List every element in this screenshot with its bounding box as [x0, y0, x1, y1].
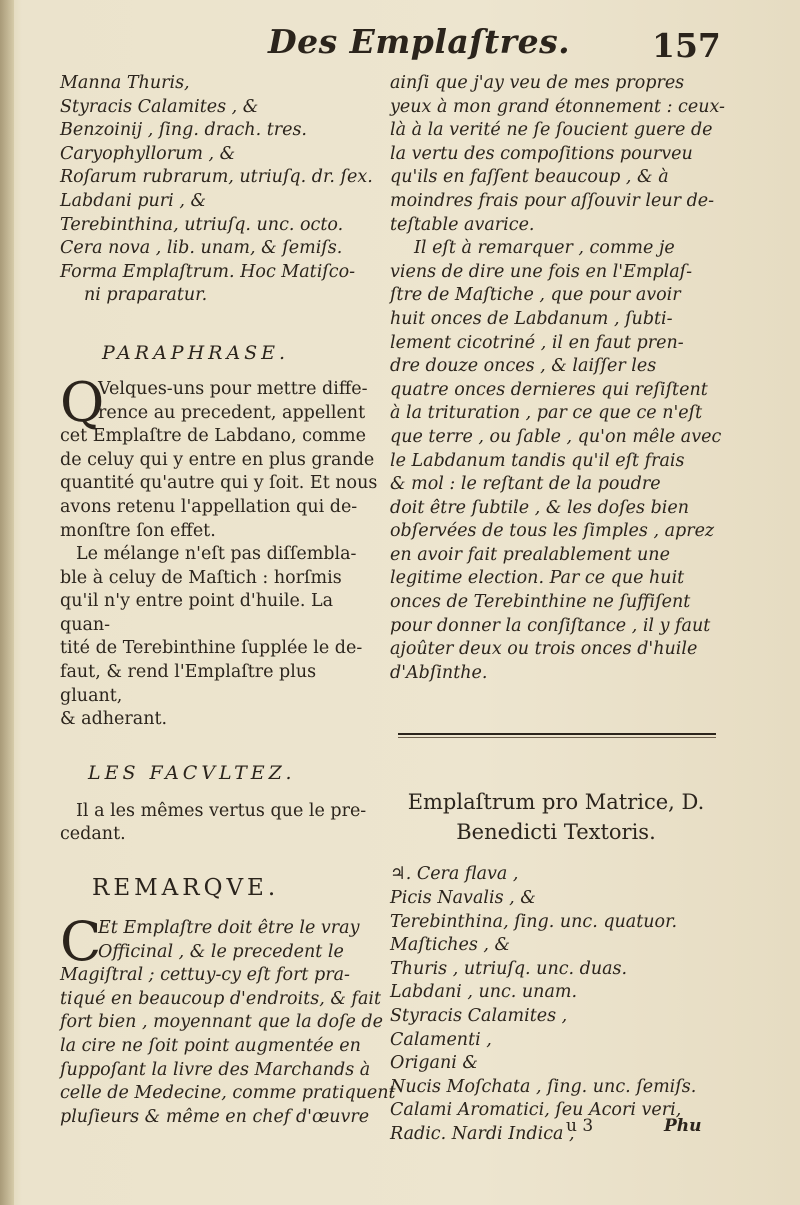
text-line: tité de Terebinthine ſupplée le de- [60, 638, 363, 659]
catchword: Phu [664, 1116, 702, 1136]
paraphrase-dropcap: Q [60, 370, 105, 434]
recipe-line: ♃. Cera flava , [390, 864, 519, 885]
text-line: pluſieurs & même en chef d'œuvre [60, 1106, 370, 1127]
text-line: d'Abſinthe. [390, 662, 488, 683]
text-line: ajoûter deux ou trois onces d'huile [390, 639, 698, 660]
remarque-dropcap: C [60, 910, 102, 974]
text-line: ble à celuy de Maſtich : horſmis [60, 567, 342, 588]
text-line: Officinal , & le precedent le [98, 941, 344, 962]
text-line: Le mélange n'eſt pas diſſembla- [76, 544, 357, 565]
text-line: Velques-uns pour mettre diffe- [98, 378, 368, 399]
text-line: Il a les mêmes vertus que le pre- [76, 800, 367, 821]
remarque-paragraph [60, 910, 396, 1129]
text-line: qu'il n'y entre point d'huile. La quan- [60, 591, 334, 635]
text-line: en avoir fait prealablement une [390, 544, 670, 565]
text-line: fort bien , moyennant que la doſe de [60, 1012, 383, 1033]
section-divider-thin [398, 737, 716, 738]
text-line: cedant. [60, 824, 126, 845]
text-line: le Labdanum tandis qu'il eſt frais [390, 450, 685, 471]
latin-recipe-left [60, 72, 380, 308]
text-line: viens de dire une fois en l'Emplaſ- [390, 261, 693, 282]
facultez-paragraph [60, 800, 380, 847]
text-line: ainſi que j'ay veu de mes propres [390, 73, 685, 93]
recipe-line: Origani & [390, 1053, 478, 1074]
signature-mark: u 3 [566, 1116, 594, 1136]
emplastrum-title-line: Benedicti Textoris. [456, 820, 656, 845]
text-line: ſtre de Maſtiche , que pour avoir [390, 285, 681, 306]
text-line: Et Emplaſtre doit être le vray [98, 918, 360, 939]
text-line: la cire ne ſoit point augmentée en [60, 1036, 361, 1056]
recipe-line: Terebinthina, ſing. unc. quatuor. [390, 911, 678, 932]
text-line: tiqué en beaucoup d'endroits, & fait [60, 988, 382, 1009]
text-line: la vertu des compoſitions pourveu [390, 143, 693, 164]
recipe-line: Cera nova , lib. unam, & ſemiſs. [60, 238, 343, 259]
text-line: & mol : le reſtant de la poudre [390, 474, 661, 495]
text-line: obſervées de tous les ſimples , aprez [390, 521, 715, 542]
text-line: Il eſt à remarquer , comme je [414, 238, 675, 259]
section-divider [398, 733, 716, 735]
text-line: & adherant. [60, 709, 168, 730]
remarque-heading: REMARQVE. [92, 875, 280, 902]
text-line: quantité qu'autre qui y ſoit. Et nous [60, 473, 378, 494]
text-line: de celuy qui y entre en plus grande [60, 449, 375, 470]
recipe-line: Radic. Nardi Indica , [390, 1123, 575, 1144]
text-line: rence au precedent, appellent [98, 402, 366, 423]
emplastrum-title [390, 787, 722, 847]
recipe-line: Calamenti , [390, 1029, 492, 1050]
latin-recipe-right [390, 863, 722, 1146]
recipe-line: Benzoinij , ſing. drach. tres. [60, 120, 307, 141]
text-line: ſuppoſant la livre des Marchands à [60, 1059, 371, 1080]
text-line: moindres frais pour aſſouvir leur de- [390, 190, 715, 211]
text-line: legitime election. Par ce que huit [390, 568, 685, 589]
text-line: celle de Medecine, comme pratiquent [60, 1083, 396, 1104]
recipe-line: Styracis Calamites , [390, 1006, 568, 1026]
page-number: 157 [652, 26, 721, 65]
text-line: que terre , ou ſable , qu'on mêle avec [390, 426, 722, 447]
text-line: Magiſtral ; cettuy-cy eſt fort pra- [60, 965, 350, 986]
recipe-line: ni praparatur. [84, 285, 208, 306]
text-line: avons retenu l'appellation qui de- [60, 496, 358, 517]
left-column [60, 72, 396, 1129]
text-line: à la trituration , par ce que ce n'eſt [390, 403, 703, 424]
text-line: lement cicotriné , il en faut pren- [390, 332, 684, 353]
paraphrase-paragraph [60, 370, 380, 732]
recipe-line: Manna Thuris, [60, 73, 190, 93]
text-line: là à la verité ne ſe ſoucient guere de [390, 120, 713, 141]
recipe-line: Forma Emplaſtrum. Hoc Matiſco- [60, 261, 356, 282]
text-line: quatre onces dernieres qui reſiſtent [390, 379, 708, 400]
recipe-line: Roſarum rubrarum, utriuſq. dr. ſex. [60, 167, 373, 188]
text-line: monſtre ſon effet. [60, 520, 216, 541]
recipe-line: Terebinthina, utriuſq. unc. octo. [60, 214, 344, 235]
page-gutter [0, 0, 14, 1205]
recipe-line: Labdani , unc. unam. [390, 982, 578, 1003]
recipe-line: Caryophyllorum , & [60, 143, 236, 164]
text-line: yeux à mon grand étonnement : ceux- [390, 96, 725, 117]
running-title: Des Emplaſtres. [268, 22, 571, 61]
text-line: cet Emplaſtre de Labdano, comme [60, 426, 366, 447]
text-line: teſtable avarice. [390, 214, 535, 235]
continuation-paragraph [390, 72, 725, 685]
recipe-line: Picis Navalis , & [390, 888, 536, 909]
text-line: onces de Terebinthine ne ſuffiſent [390, 592, 691, 613]
right-column [390, 72, 725, 1147]
text-line: huit onces de Labdanum , ſubti- [390, 308, 673, 329]
paraphrase-heading: PARAPHRASE. [102, 341, 290, 364]
recipe-line: Thuris , utriuſq. unc. duas. [390, 958, 628, 979]
recipe-line: Calami Aromatici, ſeu Acori veri, [390, 1100, 682, 1121]
facultez-heading: LES FACVLTEZ. [88, 761, 296, 784]
emplastrum-title-line: Emplaſtrum pro Matrice, D. [407, 790, 705, 815]
text-line: doit être ſubtile , & les doſes bien [390, 497, 690, 518]
text-line: dre douze onces , & laiſſer les [390, 356, 657, 377]
recipe-line: Labdani puri , & [60, 190, 207, 211]
recipe-line: Nucis Moſchata , ſing. unc. ſemiſs. [390, 1076, 697, 1097]
recipe-line: Styracis Calamites , & [60, 96, 259, 117]
text-line: faut, & rend l'Emplaſtre plus gluant, [60, 662, 317, 706]
text-line: qu'ils en faſſent beaucoup , & à [390, 167, 669, 188]
text-line: pour donner la conſiſtance , il y faut [390, 615, 711, 636]
recipe-line: Maſtiches , & [390, 935, 511, 956]
